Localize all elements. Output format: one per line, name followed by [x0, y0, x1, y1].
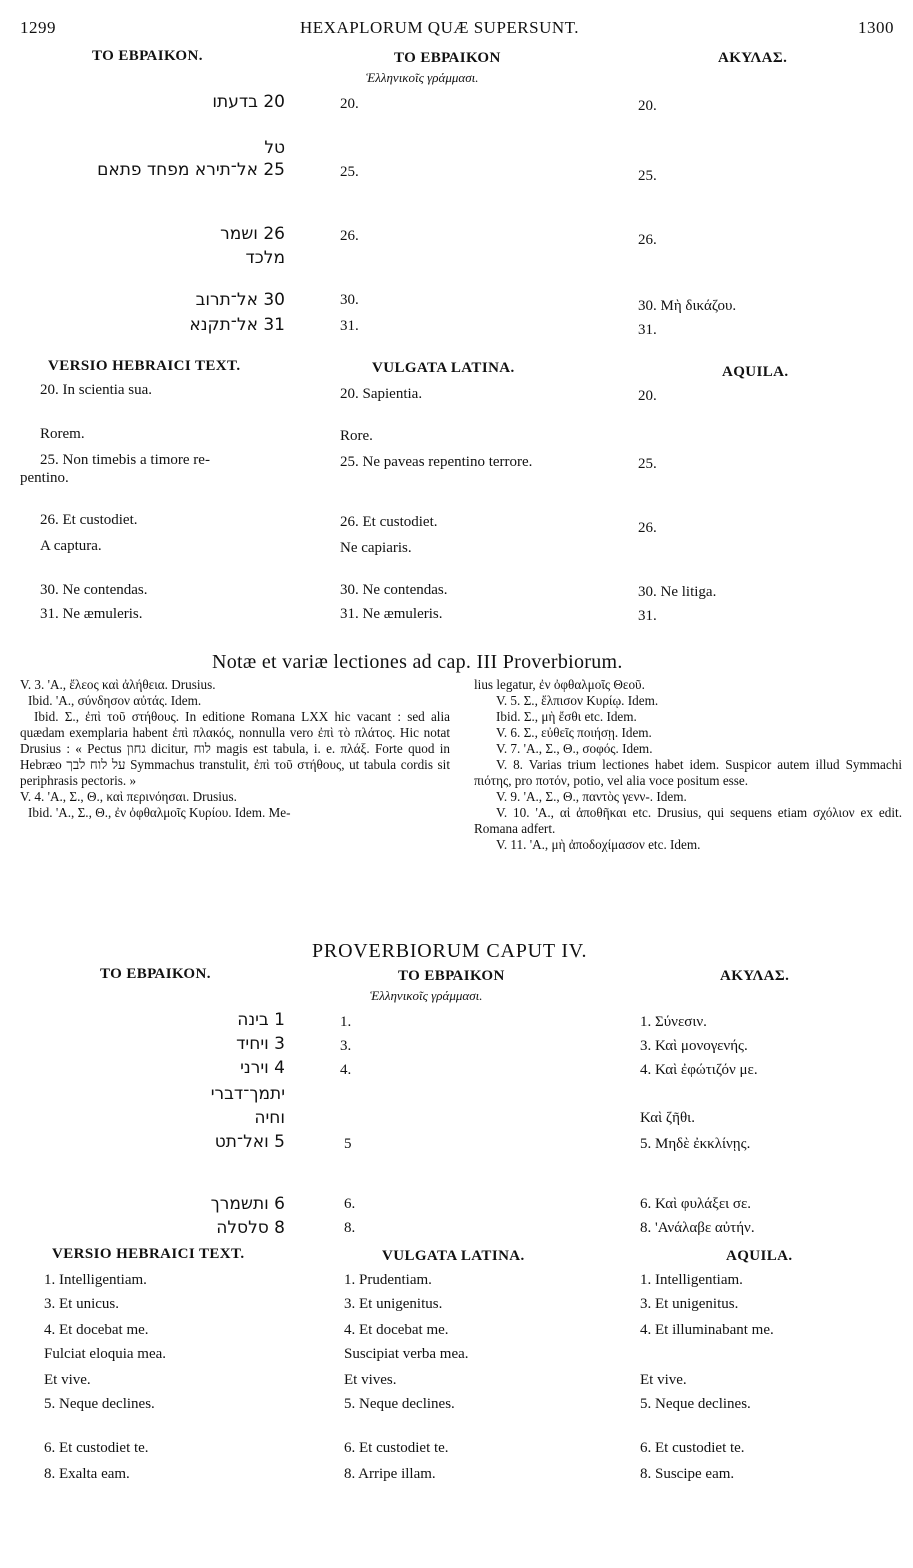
aquila-line: 31.	[638, 322, 657, 338]
aquila-latin-line: Et vive.	[640, 1372, 687, 1388]
versio-line: pentino.	[20, 470, 69, 486]
col-head-versio: VERSIO HEBRAICI TEXT.	[52, 1246, 245, 1262]
aquila-line: 25.	[638, 168, 657, 184]
aquila-line: 6. Καὶ φυλάξει σε.	[640, 1196, 752, 1212]
greek-letters-line: 8.	[344, 1220, 356, 1236]
greek-letters-line: 30.	[340, 292, 359, 308]
versio-line: A captura.	[40, 538, 102, 554]
col-head-greek-letters: ΤΟ ΕΒΡΑΙΚΟΝ	[398, 968, 505, 984]
notes-right-column	[474, 677, 902, 853]
hebrew-line: מלכד	[245, 248, 285, 268]
aquila-latin-line: 5. Neque declines.	[640, 1396, 751, 1412]
aquila-latin-line: 25.	[638, 456, 657, 472]
vulgata-line: Suscipiat verba mea.	[344, 1346, 469, 1362]
versio-line: 5. Neque declines.	[44, 1396, 155, 1412]
hebrew-line: 20 בדעתו	[212, 92, 285, 112]
versio-line: 31. Ne æmuleris.	[40, 606, 143, 622]
hebrew-line: 5 ואל־תט	[214, 1132, 285, 1152]
aquila-line: 5. Μηδὲ ἐκκλίνῃς.	[640, 1136, 751, 1152]
hebrew-line: 6 ותשמרך	[210, 1194, 285, 1214]
note-paragraph: V. 10. 'Α., αἱ ἀποθῆκαι etc. Drusius, qui sequens etiam σχόλιον ex edit. Romana adfert.	[474, 805, 902, 836]
greek-letters-line: 26.	[340, 228, 359, 244]
hebrew-line: 8 סלסלה	[216, 1218, 285, 1238]
running-title: HEXAPLORUM QUÆ SUPERSUNT.	[300, 18, 580, 37]
vulgata-line: 5. Neque declines.	[344, 1396, 455, 1412]
col-head-vulgata: VULGATA LATINA.	[382, 1248, 525, 1264]
note-paragraph: V. 9. 'Α., Σ., Θ., παντὸς γενν-. Idem.	[496, 789, 687, 804]
aquila-latin-line: 31.	[638, 608, 657, 624]
versio-line: 3. Et unicus.	[44, 1296, 119, 1312]
vulgata-line: 8. Arripe illam.	[344, 1466, 436, 1482]
aquila-line: 3. Καὶ μονογενής.	[640, 1038, 748, 1054]
hebrew-line: 3 ויחיד	[236, 1034, 285, 1054]
notes-left-column	[20, 677, 450, 821]
vulgata-line: 20. Sapientia.	[340, 386, 423, 402]
aquila-latin-line: 30. Ne litiga.	[638, 584, 717, 600]
hebrew-line: 25 אל־תירא מפחד פתאם	[97, 160, 285, 180]
versio-line: 20. In scientia sua.	[40, 382, 153, 398]
greek-letters-line: 25.	[340, 164, 359, 180]
col-subhead-greek-letters: Ἑλληνικοῖς γράμμασι.	[366, 70, 479, 85]
note-paragraph: V. 5. Σ., ἔλπισον Κυρίῳ. Idem.	[496, 693, 659, 708]
versio-line: 6. Et custodiet te.	[44, 1440, 149, 1456]
col-head-aquila: ΑΚΥΛΑΣ.	[718, 50, 788, 66]
note-paragraph: V. 4. 'Α., Σ., Θ., καὶ περινόησαι. Drusius.	[20, 789, 237, 804]
vulgata-line: Ne capiaris.	[340, 540, 412, 556]
aquila-latin-line: 20.	[638, 388, 657, 404]
aquila-latin-line: 26.	[638, 520, 657, 536]
vulgata-line: 25. Ne paveas repentino terrore.	[340, 454, 533, 470]
greek-letters-line: 4.	[340, 1062, 352, 1078]
aquila-line: 8. 'Ανάλαβε αὐτήν.	[640, 1220, 755, 1236]
col-head-aquila: ΑΚΥΛΑΣ.	[720, 968, 790, 984]
note-paragraph: Ibid. Σ., μὴ ἔσθι etc. Idem.	[496, 709, 637, 724]
versio-line: 1. Intelligentiam.	[44, 1272, 147, 1288]
vulgata-line: 30. Ne contendas.	[340, 582, 448, 598]
note-paragraph: V. 7. 'Α., Σ., Θ., σοφός. Idem.	[496, 741, 653, 756]
notes-title: Notæ et variæ lectiones ad cap. III Proverbiorum.	[212, 651, 623, 673]
versio-line: 25. Non timebis a timore re-	[40, 452, 210, 468]
aquila-line: Καὶ ζῆθι.	[640, 1110, 695, 1126]
greek-letters-line: 5	[344, 1136, 352, 1152]
vulgata-line: Et vives.	[344, 1372, 397, 1388]
vulgata-line: 3. Et unigenitus.	[344, 1296, 443, 1312]
aquila-line: 26.	[638, 232, 657, 248]
vulgata-line: 4. Et docebat me.	[344, 1322, 449, 1338]
greek-letters-line: 31.	[340, 318, 359, 334]
vulgata-line: 31. Ne æmuleris.	[340, 606, 443, 622]
col-subhead-greek-letters: Ἑλληνικοῖς γράμμασι.	[370, 988, 483, 1003]
note-paragraph: Ibid. Σ., ἐπὶ τοῦ στήθους. In editione Romana LXX hic vacant : sed alia quædam exemplaria habent ἐπὶ πλακός, nonnulla vero ἐπὶ τὸ πλάτος. Hic notat Drusius : « Pectus גחון dicitur, לוח magis est tabula, i. e. πλάξ. Forte quod in Hebræo על לוח לבך Symmachus transtulit, ἐπὶ τοῦ στήθους, ut tabula cordis sit periphrasis pectoris. »	[20, 709, 451, 788]
greek-letters-line: 3.	[340, 1038, 352, 1054]
note-paragraph: V. 8. Varias trium lectiones habet idem. Suspicor autem illud Symmachi πιότης, pro ποτόν, potio, vel alia voce positum esse.	[474, 757, 902, 788]
greek-letters-line: 1.	[340, 1014, 352, 1030]
col-head-aquila-latin: AQUILA.	[726, 1248, 793, 1264]
vulgata-line: 1. Prudentiam.	[344, 1272, 432, 1288]
hebrew-line: 30 אל־תרוב	[195, 290, 285, 310]
aquila-latin-line: 1. Intelligentiam.	[640, 1272, 743, 1288]
note-paragraph: Ibid. 'Α., Σ., Θ., ἐν ὀφθαλμοῖς Κυρίου. Idem. Me-	[28, 805, 291, 820]
versio-line: 4. Et docebat me.	[44, 1322, 149, 1338]
col-head-versio: VERSIO HEBRAICI TEXT.	[48, 358, 241, 374]
col-head-aquila-latin: AQUILA.	[722, 364, 789, 380]
hebrew-line: וחיה	[254, 1108, 285, 1128]
hebrew-line: 26 ושמר	[220, 224, 285, 244]
hebrew-line: 1 בינה	[237, 1010, 285, 1030]
note-paragraph: V. 11. 'Α., μὴ ἀποδοχίμασον etc. Idem.	[496, 837, 701, 852]
greek-letters-line: 6.	[344, 1196, 356, 1212]
aquila-line: 30. Μὴ δικάζου.	[638, 298, 737, 314]
col-head-vulgata: VULGATA LATINA.	[372, 360, 515, 376]
aquila-line: 4. Καὶ ἐφώτιζόν με.	[640, 1062, 758, 1078]
page-number-left: 1299	[20, 18, 56, 37]
hebrew-line: 31 אל־תקנא	[189, 315, 285, 335]
versio-line: 8. Exalta eam.	[44, 1466, 130, 1482]
aquila-line: 1. Σύνεσιν.	[640, 1014, 707, 1030]
aquila-latin-line: 3. Et unigenitus.	[640, 1296, 739, 1312]
versio-line: Rorem.	[40, 426, 85, 442]
versio-line: Et vive.	[44, 1372, 91, 1388]
note-paragraph: V. 3. 'Α., ἔλεος καὶ ἀλήθεια. Drusius.	[20, 677, 216, 692]
vulgata-line: Rore.	[340, 428, 373, 444]
versio-line: 30. Ne contendas.	[40, 582, 148, 598]
hebrew-line: טל	[264, 138, 285, 158]
vulgata-line: 26. Et custodiet.	[340, 514, 438, 530]
hebrew-line: 4 וירני	[240, 1058, 285, 1078]
col-head-hebrew: ΤΟ ΕΒΡΑΙΚΟΝ.	[92, 48, 203, 64]
caput-title: PROVERBIORUM CAPUT IV.	[312, 940, 588, 962]
greek-letters-line: 20.	[340, 96, 359, 112]
col-head-greek-letters: ΤΟ ΕΒΡΑΙΚΟΝ	[394, 50, 501, 66]
vulgata-line: 6. Et custodiet te.	[344, 1440, 449, 1456]
aquila-latin-line: 6. Et custodiet te.	[640, 1440, 745, 1456]
note-paragraph: V. 6. Σ., εὐθεῖς ποιήσῃ. Idem.	[496, 725, 652, 740]
aquila-line: 20.	[638, 98, 657, 114]
note-paragraph: Ibid. 'Α., σύνδησον αὐτάς. Idem.	[28, 693, 202, 708]
aquila-latin-line: 4. Et illuminabant me.	[640, 1322, 774, 1338]
versio-line: 26. Et custodiet.	[40, 512, 138, 528]
page-number-right: 1300	[858, 18, 894, 37]
aquila-latin-line: 8. Suscipe eam.	[640, 1466, 735, 1482]
hebrew-line: יתמך־דברי	[210, 1084, 285, 1104]
col-head-hebrew: ΤΟ ΕΒΡΑΙΚΟΝ.	[100, 966, 211, 982]
versio-line: Fulciat eloquia mea.	[44, 1346, 167, 1362]
note-paragraph: lius legatur, ἐν ὀφθαλμοῖς Θεοῦ.	[474, 677, 645, 692]
